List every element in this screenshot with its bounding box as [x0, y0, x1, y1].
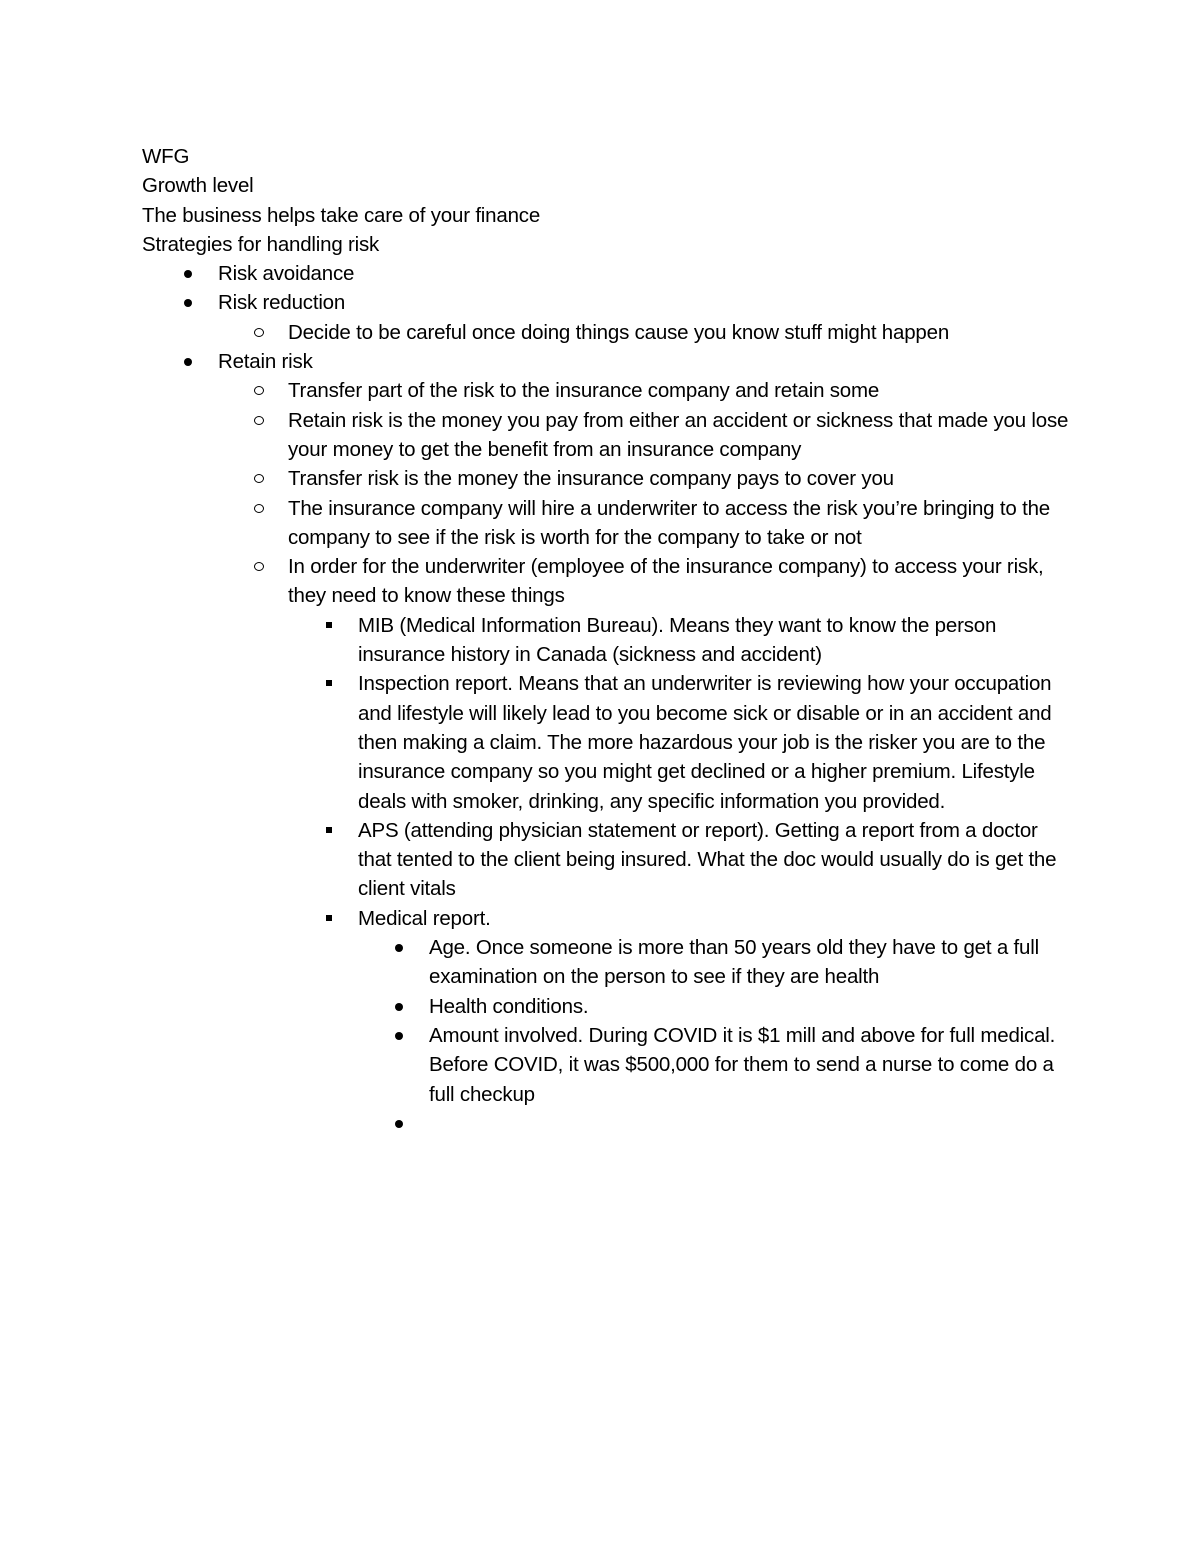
bullet-square-icon — [326, 915, 332, 921]
bullet-disc-icon — [184, 358, 192, 366]
retain-sublist — [142, 376, 1072, 1138]
aps-item: APS (attending physician statement or report). Getting a report from a doctor that tented to the client being insured. What the doc would usually do is get the client vitals — [358, 818, 1057, 901]
list-item — [142, 611, 1072, 670]
mib-item: MIB (Medical Information Bureau). Means they want to know the person insurance history in Canada (sickness and accident) — [358, 613, 997, 667]
list-item — [142, 376, 1072, 405]
list-item — [142, 669, 1072, 815]
sublist-item-text: In order for the underwriter (employee of the insurance company) to access your risk, they need to know these things — [288, 555, 1044, 608]
doc-title: WFG — [142, 145, 190, 168]
sublist-item-text: Retain risk is the money you pay from either an accident or sickness that made you lose your money to get the benefit from an insurance company — [288, 408, 1069, 461]
list-item — [142, 318, 1072, 347]
health-conditions-item: Health conditions. — [429, 994, 589, 1018]
bullet-disc-icon — [395, 1120, 403, 1128]
bullet-disc-icon — [395, 944, 403, 952]
sublist-item-text: Transfer part of the risk to the insurance company and retain some — [288, 379, 880, 403]
sublist-item-text: Transfer risk is the money the insurance company pays to cover you — [288, 467, 894, 491]
list-item — [142, 259, 1072, 288]
list-item — [142, 816, 1072, 904]
age-item: Age. Once someone is more than 50 years old they have to get a full examination on the person to see if they are health — [429, 936, 1039, 989]
empty-item — [429, 1109, 1072, 1138]
list-item — [142, 347, 1072, 1138]
bullet-circle-icon — [254, 328, 264, 337]
sublist-item-text: The insurance company will hire a underwriter to access the risk you’re bringing to the company to see if the risk is worth for the company to take or not — [288, 496, 1050, 549]
bullet-circle-icon — [254, 416, 264, 425]
list-item — [142, 1021, 1072, 1109]
sublist-item-text: Decide to be careful once doing things cause you know stuff might happen — [288, 320, 950, 344]
list-item — [142, 494, 1072, 553]
strategies-list — [142, 259, 1072, 1138]
bullet-disc-icon — [184, 299, 192, 307]
medical-report-item: Medical report. — [358, 906, 491, 930]
list-item — [142, 1109, 1072, 1138]
amount-involved-item: Amount involved. During COVID it is $1 mill and above for full medical. Before COVID, it was $500,000 for them to send a nurse to come do a full checkup — [429, 1023, 1056, 1106]
doc-intro-line: The business helps take care of your finance — [142, 203, 541, 227]
reduction-sublist — [142, 318, 1072, 347]
list-item — [142, 288, 1072, 347]
medical-report-sublist — [142, 933, 1072, 1138]
strategy-retain: Retain risk — [218, 350, 313, 374]
bullet-circle-icon — [254, 504, 264, 513]
bullet-circle-icon — [254, 386, 264, 395]
bullet-square-icon — [326, 680, 332, 686]
bullet-circle-icon — [254, 562, 264, 571]
list-item — [142, 552, 1072, 1138]
list-item — [142, 992, 1072, 1021]
bullet-circle-icon — [254, 474, 264, 483]
bullet-square-icon — [326, 827, 332, 833]
bullet-disc-icon — [395, 1003, 403, 1011]
things-to-know-list — [142, 611, 1072, 1138]
list-item — [142, 904, 1072, 1138]
strategy-reduction: Risk reduction — [218, 291, 346, 315]
bullet-square-icon — [326, 622, 332, 628]
list-item — [142, 933, 1072, 992]
section-heading: Strategies for handling risk — [142, 232, 380, 256]
strategy-avoidance: Risk avoidance — [218, 262, 355, 286]
document-body — [142, 142, 1072, 1138]
list-item — [142, 464, 1072, 493]
doc-subtitle: Growth level — [142, 174, 254, 198]
inspection-report-item: Inspection report. Means that an underwriter is reviewing how your occupation and lifestyle will likely lead to you become sick or disable or in an accident and then making a claim. The more hazardous your job is the risker you are to the insurance company so you might get declined or a higher premium. Lifestyle deals with smoker, drinking, any specific information you provided. — [358, 672, 1052, 813]
bullet-disc-icon — [395, 1032, 403, 1040]
bullet-disc-icon — [184, 270, 192, 278]
list-item — [142, 406, 1072, 465]
